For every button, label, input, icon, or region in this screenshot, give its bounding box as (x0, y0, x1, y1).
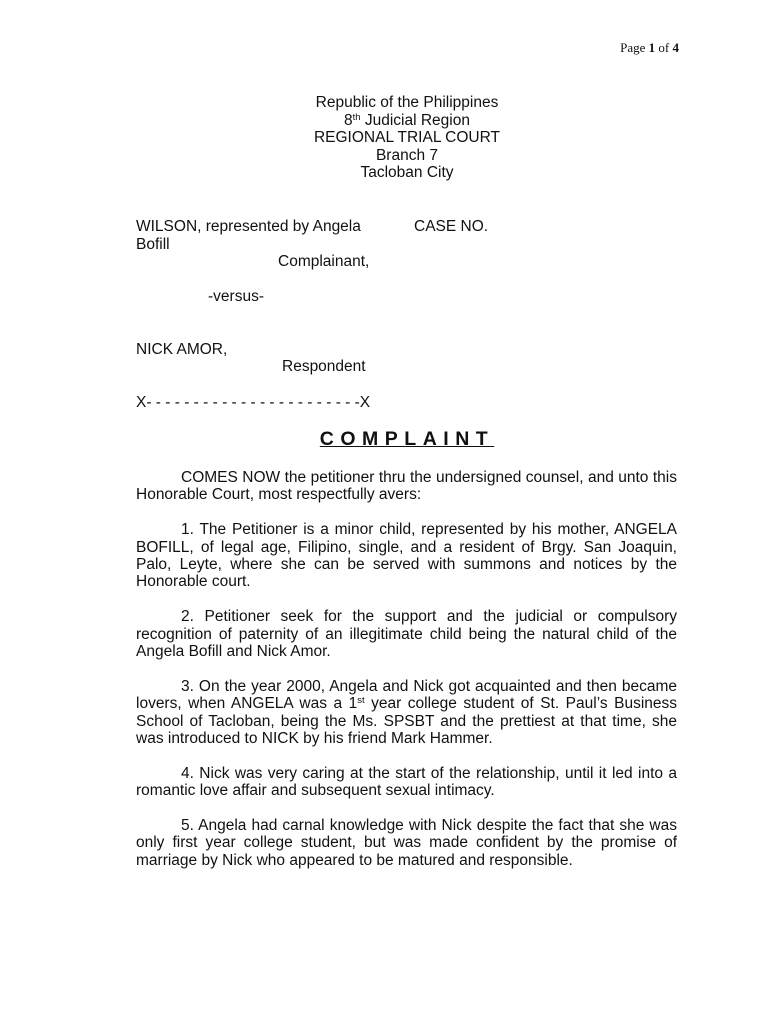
paragraph-3-part2: year college student of St. Paul’s Business School of Tacloban, being the Ms. SPSBT and the prettiest at that time, she was introduced to NICK by his friend Mark Hammer. (136, 695, 678, 748)
page-number-total: 4 (672, 40, 679, 55)
complainant-name-line1: WILSON, represented by Angela (136, 218, 361, 235)
page-number-current: 1 (648, 40, 656, 55)
page-number-prefix: Page (620, 40, 649, 55)
paragraph-1: 1. The Petitioner is a minor child, represented by his mother, ANGELA BOFILL, of legal age, Filipino, single, and a resident of Brgy. San Joaquin, Palo, Leyte, where she can be served with summons and notices by the Honorable court. (136, 521, 677, 591)
respondent-name: NICK AMOR, (136, 341, 228, 358)
case-no-label: CASE NO. (414, 218, 489, 235)
region-label: Judicial Region (360, 111, 470, 129)
complaint-body (136, 469, 677, 887)
paragraph-intro: COMES NOW the petitioner thru the undersigned counsel, and unto this Honorable Court, most respectfully avers: (136, 469, 677, 504)
paragraph-3-ordinal-suffix: st (357, 695, 365, 707)
paragraph-5: 5. Angela had carnal knowledge with Nick despite the fact that she was only first year college student, but was made confident by the promise of marriage by Nick who appeared to be matured and responsible. (136, 817, 677, 869)
court-header-line1: Republic of the Philippines (315, 94, 499, 111)
region-ordinal-suffix: th (352, 111, 361, 123)
caption-separator: X- - - - - - - - - - - - - - - - - - - - - - -X (136, 394, 371, 411)
complainant-role: Complainant, (278, 253, 370, 270)
document-title: COMPLAINT (319, 428, 495, 450)
court-header-line2 (200, 112, 614, 130)
court-header-line4: Branch 7 (375, 146, 439, 164)
paragraph-2: 2. Petitioner seek for the support and the judicial or compulsory recognition of paternity of an illegitimate child being the natural child of the Angela Bofill and Nick Amor. (136, 608, 677, 661)
page-number (620, 40, 679, 56)
paragraph-3-part1: 3. On the year 2000, Angela and Nick got acquainted and then became lovers, when ANGELA was a 1 (136, 677, 677, 713)
court-header (200, 94, 614, 182)
complainant-name-line2: Bofill (136, 236, 170, 253)
region-ordinal: 8 (344, 111, 353, 129)
page-number-separator: of (655, 40, 673, 55)
paragraph-4: 4. Nick was very caring at the start of the relationship, until it led into a romantic love affair and subsequent sexual intimacy. (136, 764, 677, 800)
court-header-line5: Tacloban City (360, 164, 454, 182)
respondent-role: Respondent (282, 358, 366, 375)
versus-label: -versus- (208, 288, 264, 305)
paragraph-3 (136, 678, 677, 748)
court-header-line3: REGIONAL TRIAL COURT (313, 129, 501, 147)
